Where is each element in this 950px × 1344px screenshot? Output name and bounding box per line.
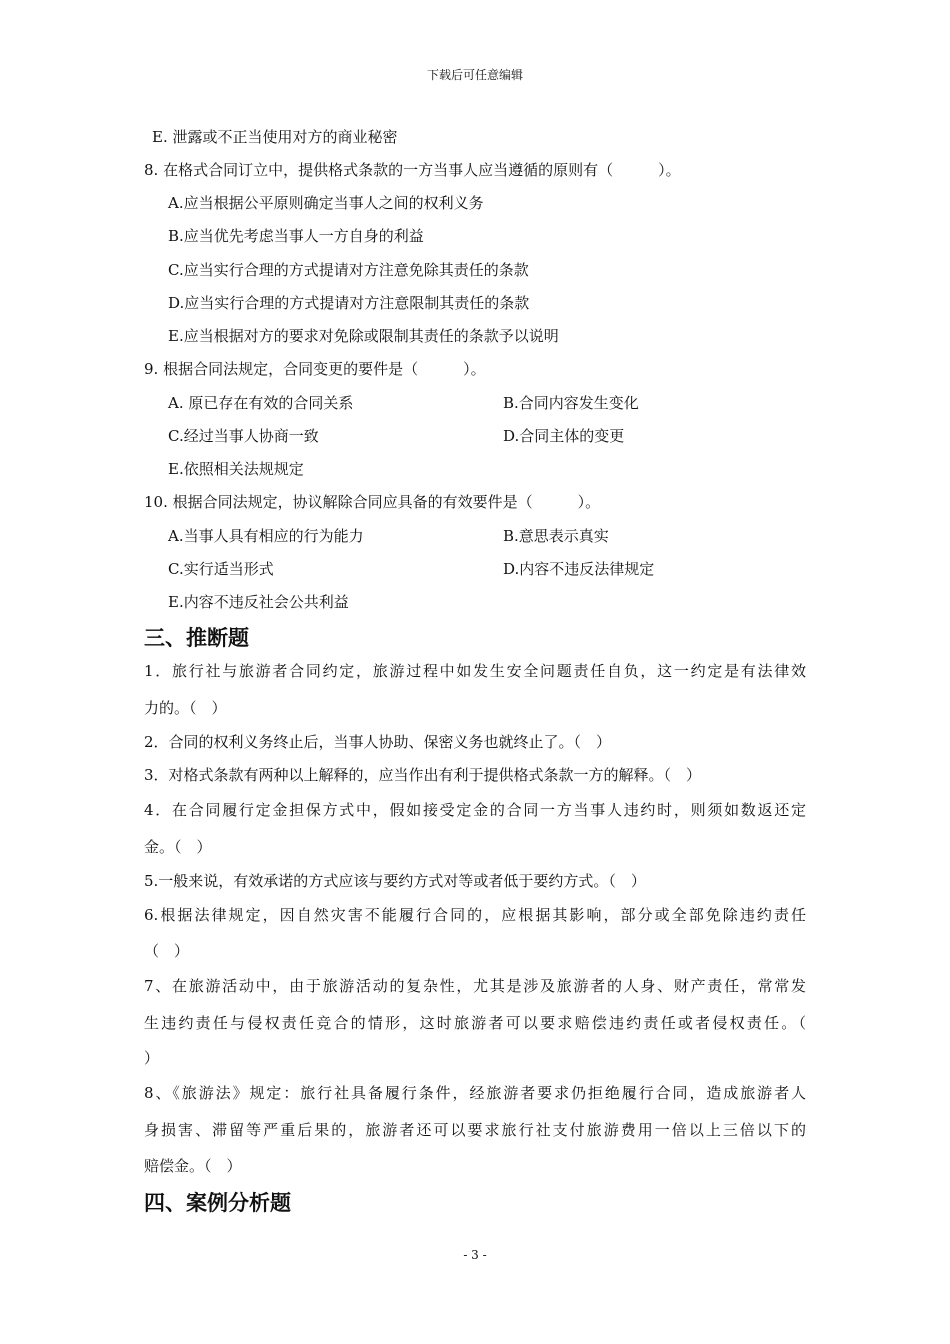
q10-option-b: B.意思表示真实 xyxy=(503,527,609,545)
q10-option-d: D.内容不违反法律规定 xyxy=(503,560,655,578)
judge-7-line-1: 7、在旅游活动中，由于旅游活动的复杂性，尤其是涉及旅游者的人身、财产责任，常常发 xyxy=(144,977,806,995)
judge-6-line-2: （ ） xyxy=(144,942,190,960)
judge-8-line-2: 身损害、滞留等严重后果的，旅游者还可以要求旅行社支付旅游费用一倍以上三倍以下的 xyxy=(144,1121,806,1139)
q9-option-e: E.依照相关法规规定 xyxy=(168,460,304,478)
judge-7-line-3: ） xyxy=(144,1049,160,1067)
page-number: - 3 - xyxy=(463,1248,487,1262)
q10-option-c: C.实行适当形式 xyxy=(168,560,274,578)
page-header: 下载后可任意编辑 xyxy=(426,68,523,82)
q9-option-d: D.合同主体的变更 xyxy=(503,427,625,445)
q9-option-b: B.合同内容发生变化 xyxy=(503,394,639,412)
q8-option-b: B.应当优先考虑当事人一方自身的利益 xyxy=(168,227,424,245)
q9-option-a: A. 原已存在有效的合同关系 xyxy=(168,394,354,412)
q7-option-e: E. 泄露或不正当使用对方的商业秘密 xyxy=(152,128,398,146)
q10-stem: 10. 根据合同法规定，协议解除合同应具备的有效要件是（ ）。 xyxy=(144,493,601,511)
judge-4-line-2: 金。（ ） xyxy=(144,838,212,856)
judge-7-line-2: 生违约责任与侵权责任竞合的情形，这时旅游者可以要求赔偿违约责任或者侵权责任。（ xyxy=(144,1014,806,1032)
q9-option-c: C.经过当事人协商一致 xyxy=(168,427,319,445)
q8-option-a: A.应当根据公平原则确定当事人之间的权利义务 xyxy=(168,194,484,212)
judge-1-line-1: 1．旅行社与旅游者合同约定，旅游过程中如发生安全问题责任自负，这一约定是有法律效 xyxy=(144,662,806,680)
judge-4-line-1: 4．在合同履行定金担保方式中，假如接受定金的合同一方当事人违约时，则须如数返还定 xyxy=(144,801,806,819)
q9-stem: 9. 根据合同法规定，合同变更的要件是（ ）。 xyxy=(144,360,486,378)
q8-stem: 8. 在格式合同订立中，提供格式条款的一方当事人应当遵循的原则有（ ）。 xyxy=(144,161,681,179)
judge-3: 3．对格式条款有两种以上解释的，应当作出有利于提供格式条款一方的解释。（ ） xyxy=(144,766,702,784)
judge-2: 2．合同的权利义务终止后，当事人协助、保密义务也就终止了。（ ） xyxy=(144,733,612,751)
q8-option-c: C.应当实行合理的方式提请对方注意免除其责任的条款 xyxy=(168,261,529,279)
judge-6-line-1: 6.根据法律规定，因自然灾害不能履行合同的，应根据其影响，部分或全部免除违约责任 xyxy=(144,906,806,924)
q8-option-d: D.应当实行合理的方式提请对方注意限制其责任的条款 xyxy=(168,294,530,312)
q10-option-e: E.内容不违反社会公共利益 xyxy=(168,593,349,611)
section-4-title: 四、案例分析题 xyxy=(144,1191,291,1215)
judge-8-line-1: 8、《旅游法》规定：旅行社具备履行条件，经旅游者要求仍拒绝履行合同，造成旅游者人 xyxy=(144,1084,806,1102)
judge-1-line-2: 力的。（ ） xyxy=(144,699,227,717)
section-3-title: 三、推断题 xyxy=(144,626,249,650)
q10-option-a: A.当事人具有相应的行为能力 xyxy=(168,527,364,545)
judge-5: 5.一般来说，有效承诺的方式应该与要约方式对等或者低于要约方式。（ ） xyxy=(144,872,646,890)
q8-option-e: E.应当根据对方的要求对免除或限制其责任的条款予以说明 xyxy=(168,327,559,345)
judge-8-line-3: 赔偿金。（ ） xyxy=(144,1157,242,1175)
